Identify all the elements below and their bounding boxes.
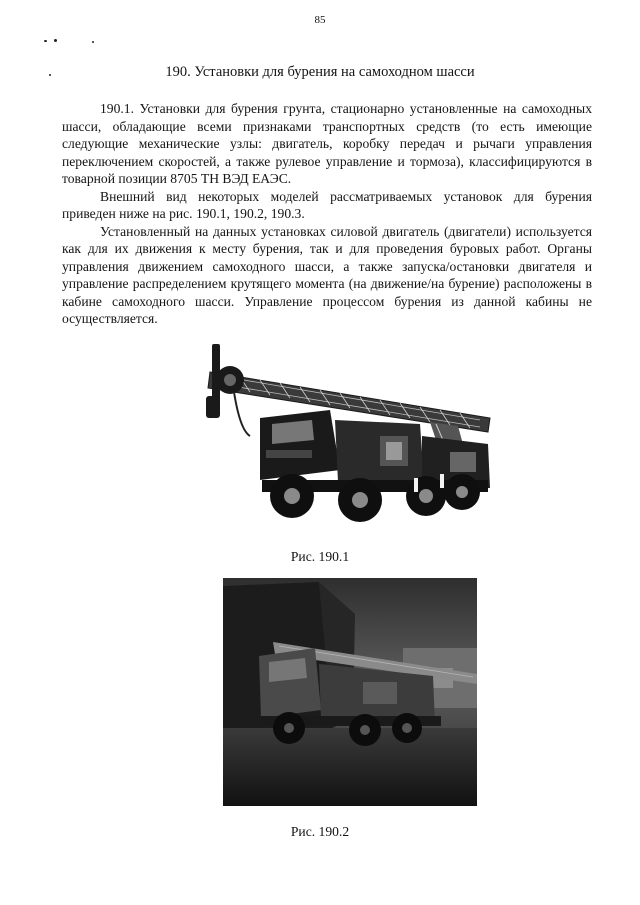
- paragraph: Внешний вид некоторых моделей рассматриваемых установок для бурения приведен ниже на рис. 190.1, 190.2, 190.3.: [62, 188, 592, 221]
- drilling-rig-truck-illustration: [200, 340, 500, 530]
- scan-speck: [54, 39, 57, 42]
- section-heading: 190. Установки для бурения на самоходном шасси: [165, 64, 475, 80]
- figure-190-1-image: [200, 340, 500, 530]
- paragraph: Установленный на данных установках силовой двигатель (двигатели) используется как для их движения к месту бурения, так и для проведения буровых работ. Органы управления движением самоходного шасси, а также запуска/остановки двигателя и управление распределением крутящего момента (на движение/на бурение) расположены в кабине самоходного шасси. Управление процессом бурения из данной кабины не осуществляется.: [62, 223, 592, 326]
- scan-speck: [92, 41, 94, 43]
- paragraph: 190.1. Установки для бурения грунта, стационарно установленные на самоходных шасси, обладающие всеми признаками транспортных средств (то есть имеющие следующие механические узлы: двигатель, коробку передач и рычаги управления переключением скоростей, а также рулевое управление и тормоза), классифицируются в товарной позиции 8705 ТН ВЭД ЕАЭС.: [62, 101, 592, 186]
- body-text: [62, 100, 592, 328]
- figure-190-1-caption: Рис. 190.1: [290, 549, 350, 564]
- drilling-rig-photo-illustration: [223, 578, 477, 806]
- scan-speck: [44, 40, 47, 42]
- page-number: 85: [314, 14, 326, 26]
- figure-190-2-image: [223, 578, 477, 806]
- figure-190-2-caption: Рис. 190.2: [290, 824, 350, 839]
